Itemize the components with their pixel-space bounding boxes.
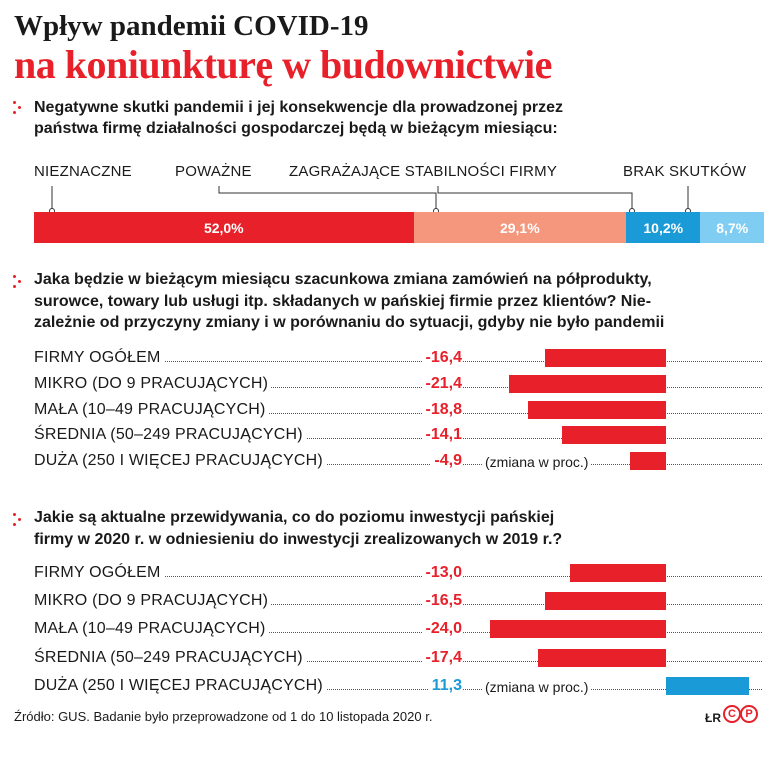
row-label: DUŻA (250 I WIĘCEJ PRACUJĄCYCH) [34,674,326,698]
question-3-line-1: Jakie są aktualne przewidywania, co do poziomu inwestycji pańskiej [34,509,555,526]
row-value: -21,4 [423,372,462,396]
leader-zagrazajace [438,186,632,211]
segment-label-brak-skutkow: 8,7% [716,219,749,236]
row-value: -16,5 [423,589,462,613]
question-3 [34,507,562,550]
bar-row [34,646,768,670]
unit-note: (zmiana w proc.) [482,675,591,699]
row-label: ŚREDNIA (50–249 PRACUJĄCYCH) [34,423,306,447]
category-label-brak-skutkow: BRAK SKUTKÓW [623,163,747,180]
bar [630,452,666,470]
bar [509,375,666,393]
bar-row [34,561,768,585]
segment-label-powazne: 29,1% [499,219,540,236]
bar-row [34,346,768,370]
question-bullet-icon [13,513,23,527]
bar-row [34,398,768,422]
segment-nieznaczne [34,212,414,243]
title-line-2: na koniunkturę w budownictwie [14,42,552,87]
bar [570,564,666,582]
stacked-bar [34,212,764,243]
row-label: FIRMY OGÓŁEM [34,561,164,585]
title-line-1: Wpływ pandemii COVID-19 [14,10,369,42]
row-value: -4,9 [431,449,462,473]
leader-powazne [219,186,436,211]
bar [545,592,666,610]
row-value: -13,0 [423,561,462,585]
row-value: 11,3 [429,674,462,698]
row-value: -24,0 [423,617,462,641]
unit-note: (zmiana w proc.) [482,450,591,474]
segment-label-zagrazajace: 10,2% [643,219,684,236]
row-value: -16,4 [423,346,462,370]
question-2-line-2: surowce, towary lub usługi itp. składanych w pańskiej firmie przez klientów? Nie- [34,292,652,310]
logo-c-icon: C [723,705,741,723]
segment-label-nieznaczne: 52,0% [203,219,244,236]
bar-row [34,617,768,641]
question-2-line-1: Jaka będzie w bieżącym miesiącu szacunkowa zmiana zamówień na półprodukty, [34,271,652,288]
author-initials: ŁR [705,711,721,725]
row-value: -18,8 [423,398,462,422]
row-label: MAŁA (10–49 PRACUJĄCYCH) [34,617,269,641]
question-2 [34,269,664,334]
segment-brak-skutkow [700,212,764,243]
row-value: -17,4 [423,646,462,670]
row-label: MIKRO (DO 9 PRACUJĄCYCH) [34,372,271,396]
question-3-line-2: firmy w 2020 r. w odniesieniu do inwestycji zrealizowanych w 2019 r.? [34,530,563,548]
bar-row [34,674,768,698]
bar [528,401,666,419]
category-label-zagrazajace: ZAGRAŻAJĄCE STABILNOŚCI FIRMY [289,163,558,180]
question-2-line-3: zależnie od przyczyny zmiany i w porównaniu do sytuacji, gdyby nie było pandemii [34,314,665,331]
category-label-nieznaczne: NIEZNACZNE [34,163,132,180]
row-label: DUŻA (250 I WIĘCEJ PRACUJĄCYCH) [34,449,326,473]
bar [562,426,666,444]
bar [538,649,666,667]
bar-row [34,423,768,447]
bar-row [34,589,768,613]
source-note: Źródło: GUS. Badanie było przeprowadzone od 1 do 10 listopada 2020 r. [14,709,433,724]
logo-p-icon: P [740,705,758,723]
bar [545,349,666,367]
segment-zagrazajace [626,212,700,243]
row-label: ŚREDNIA (50–249 PRACUJĄCYCH) [34,646,306,670]
row-label: FIRMY OGÓŁEM [34,346,164,370]
row-label: MAŁA (10–49 PRACUJĄCYCH) [34,398,269,422]
bar-row [34,449,768,473]
category-label-powazne: POWAŻNE [175,163,252,180]
question-1-line-2: państwa firmę działalności gospodarczej będą w bieżącym miesiącu: [34,120,558,137]
bar [490,620,666,638]
segment-powazne [414,212,626,243]
bar [666,677,749,695]
row-label: MIKRO (DO 9 PRACUJĄCYCH) [34,589,271,613]
question-1-line-1: Negatywne skutki pandemii i jej konsekwencje dla prowadzonej przez [34,99,564,116]
question-bullet-icon [13,275,23,289]
bar-row [34,372,768,396]
row-value: -14,1 [423,423,462,447]
